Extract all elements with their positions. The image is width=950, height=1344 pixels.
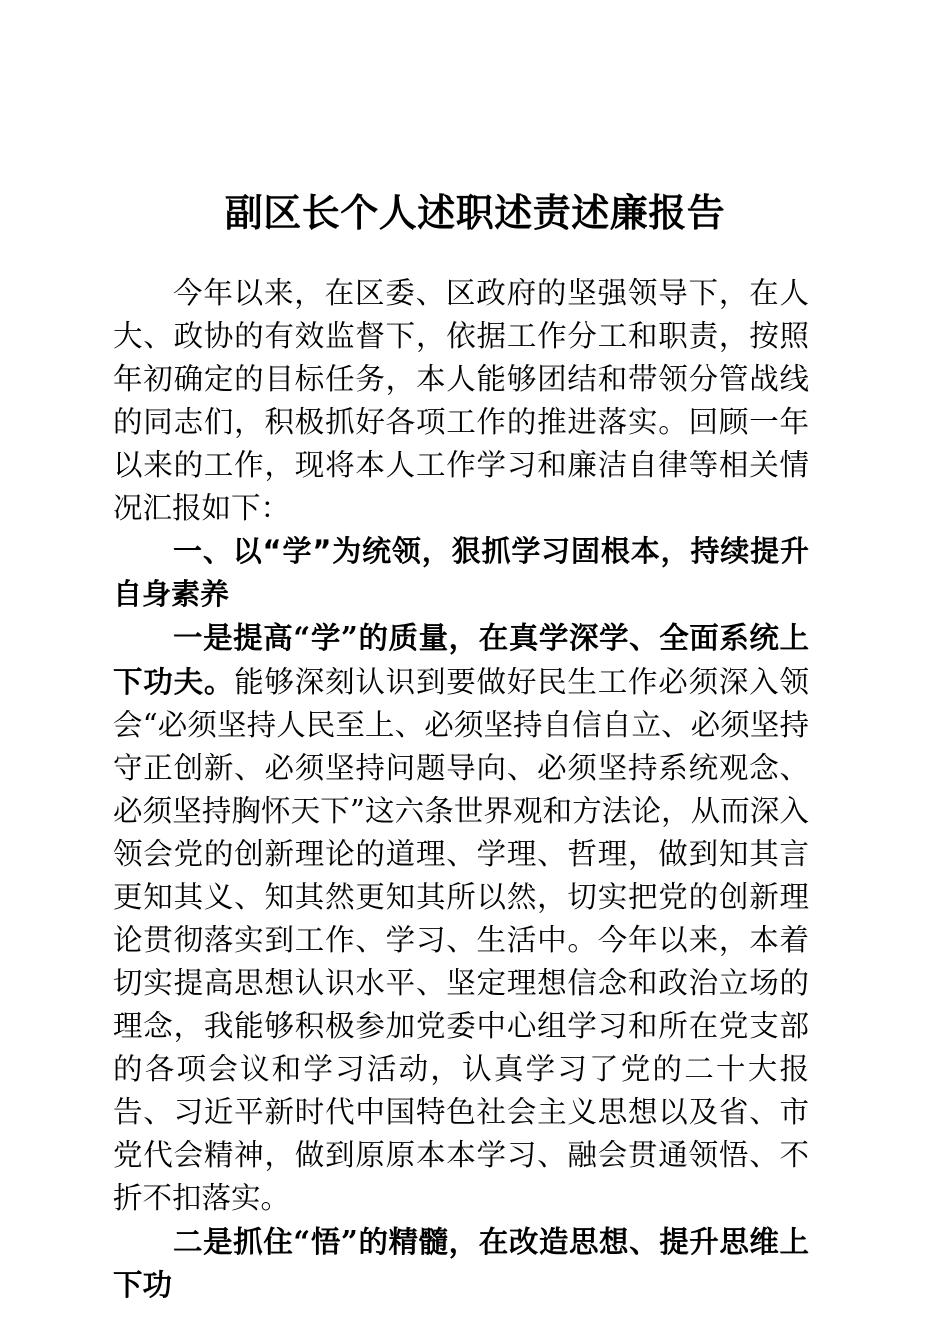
opening-paragraph: 今年以来，在区委、区政府的坚强领导下，在人大、政协的有效监督下，依据工作分工和职责，按照年初确定的目标任务，本人能够团结和带领分管战线的同志们，积极抓好各项工作的推进落实。回顾一年以来的工作，现将本人工作学习和廉洁自律等相关情况汇报如下： (113, 276, 809, 525)
item-one-paragraph (113, 616, 809, 1220)
item-two-lead: 二是抓住“悟”的精髓，在改造思想、提升思维上下功 (113, 1224, 809, 1302)
section-heading-one: 一、以“学”为统领，狠抓学习固根本，持续提升自身素养 (113, 534, 809, 611)
item-one-body: 能够深刻认识到要做好民生工作必须深入领会“必须坚持人民至上、必须坚持自信自立、必须坚持守正创新、必须坚持问题导向、必须坚持系统观念、必须坚持胸怀天下”这六条世界观和方法论，从而深入领会党的创新理论的道理、学理、哲理，做到知其言更知其义、知其然更知其所以然，切实把党的创新理论贯彻落实到工作、学习、生活中。今年以来，本着切实提高思想认识水平、坚定理想信念和政治立场的理念，我能够积极参加党委中心组学习和所在党支部的各项会议和学习活动，认真学习了党的二十大报告、习近平新时代中国特色社会主义思想以及省、市党代会精神，做到原原本本学习、融会贯通领悟、不折不扣落实。 (113, 665, 809, 1215)
item-one-lead: 一是提高“学”的质量，在真学深学、全面系统上下功夫。 (113, 620, 809, 699)
document-body (113, 272, 809, 1306)
page-title: 副区长个人述职述责述廉报告 (224, 190, 726, 236)
